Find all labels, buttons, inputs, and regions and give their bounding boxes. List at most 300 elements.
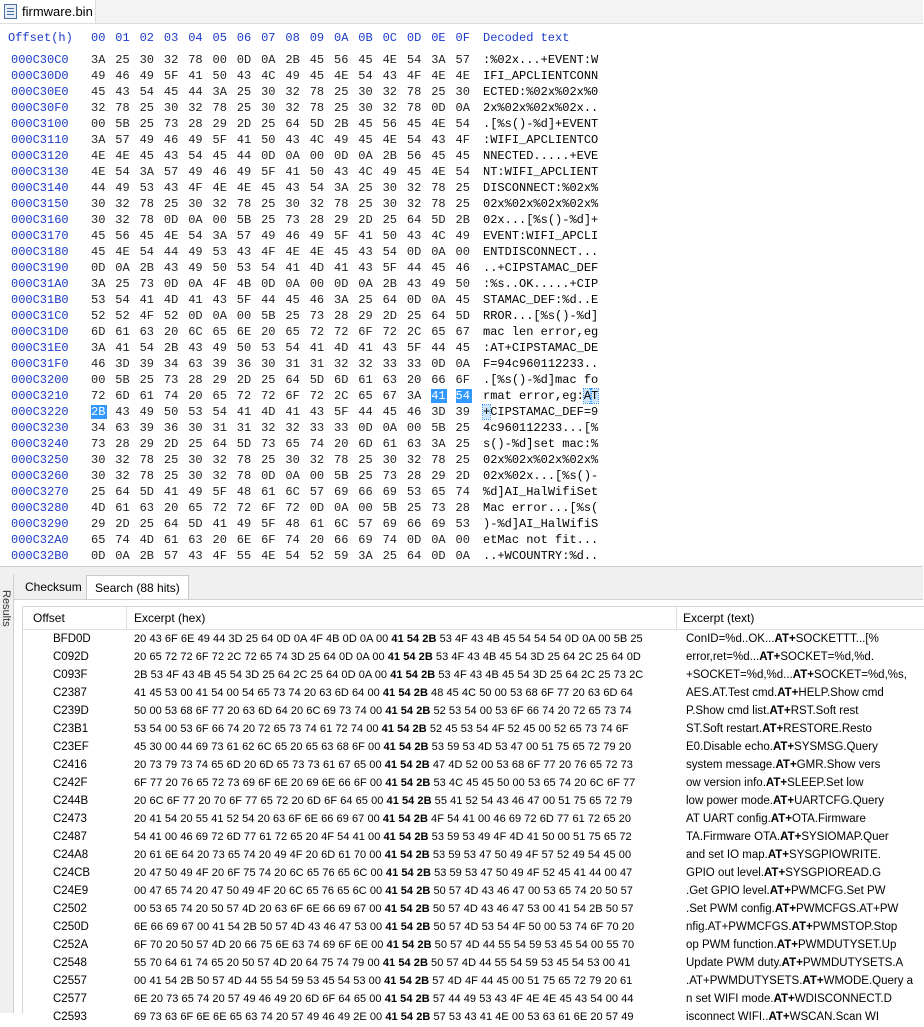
hex-byte[interactable]: 32	[212, 197, 227, 211]
hex-byte[interactable]: 32	[163, 53, 179, 67]
hex-byte[interactable]: 41	[139, 293, 154, 307]
hex-byte[interactable]: 4E	[91, 149, 106, 163]
hex-byte[interactable]: 74	[285, 533, 300, 547]
hex-byte[interactable]: 25	[455, 421, 470, 435]
hex-row[interactable]	[0, 101, 923, 117]
hex-byte[interactable]: 4F	[212, 277, 227, 291]
hex-byte[interactable]: 5F	[334, 405, 349, 419]
hex-byte[interactable]: 45	[91, 85, 106, 99]
hex-byte[interactable]: 6C	[334, 517, 349, 531]
hex-byte[interactable]: 5B	[261, 309, 276, 323]
result-row[interactable]	[23, 973, 924, 991]
hex-byte[interactable]: 50	[382, 229, 397, 243]
hex-byte[interactable]: 4E	[334, 69, 349, 83]
decoded-text[interactable]: Mac error...[%s(	[483, 501, 599, 515]
result-row[interactable]	[23, 649, 924, 667]
hex-byte[interactable]: 4E	[455, 69, 470, 83]
hex-byte[interactable]: 25	[163, 469, 179, 483]
hex-byte[interactable]: 49	[236, 517, 252, 531]
hex-byte[interactable]: 28	[188, 117, 203, 131]
hex-byte[interactable]: 0D	[431, 357, 446, 371]
hex-byte[interactable]: 67	[382, 389, 397, 403]
hex-byte[interactable]: 41	[285, 405, 300, 419]
hex-byte[interactable]: 63	[115, 421, 130, 435]
hex-byte[interactable]: 54	[406, 53, 422, 67]
hex-byte[interactable]: 25	[261, 117, 276, 131]
hex-byte[interactable]: 4F	[261, 245, 276, 259]
hex-byte[interactable]: 25	[455, 437, 470, 451]
hex-byte[interactable]: 44	[358, 405, 373, 419]
hex-byte[interactable]: 65	[91, 533, 106, 547]
hex-byte[interactable]: 2D	[236, 117, 252, 131]
hex-byte[interactable]: 43	[358, 261, 373, 275]
hex-byte[interactable]: 50	[212, 69, 227, 83]
hex-byte[interactable]: 78	[334, 453, 349, 467]
hex-byte[interactable]: 32	[382, 101, 397, 115]
result-row[interactable]	[23, 829, 924, 847]
hex-byte[interactable]: 0A	[261, 53, 276, 67]
hex-byte[interactable]: 54	[285, 341, 300, 355]
hex-byte[interactable]: 4E	[309, 245, 325, 259]
hex-byte[interactable]: 5D	[309, 117, 325, 131]
hex-byte[interactable]: 32	[309, 197, 325, 211]
hex-byte[interactable]: 53	[188, 405, 203, 419]
hex-byte[interactable]: 29	[212, 373, 227, 387]
hex-byte[interactable]: 43	[236, 69, 252, 83]
hex-byte[interactable]: 49	[188, 245, 203, 259]
hex-byte[interactable]: 2D	[358, 213, 373, 227]
hex-byte[interactable]: 45	[334, 245, 349, 259]
hex-byte[interactable]: 66	[431, 373, 446, 387]
hex-byte[interactable]: 32	[285, 421, 300, 435]
hex-byte[interactable]: 5F	[212, 133, 227, 147]
hex-byte[interactable]: 46	[212, 165, 227, 179]
hex-byte[interactable]: 41	[236, 133, 252, 147]
hex-byte[interactable]: 53	[91, 293, 106, 307]
hex-byte[interactable]: 61	[358, 373, 373, 387]
hex-byte[interactable]: 43	[406, 229, 422, 243]
hex-byte[interactable]: 0A	[431, 293, 446, 307]
hex-row[interactable]	[0, 405, 923, 421]
hex-byte[interactable]: 73	[309, 309, 325, 323]
result-row[interactable]	[23, 865, 924, 883]
hex-editor-view[interactable]	[0, 24, 923, 565]
decoded-text[interactable]: NT:WIFI_APCLIENT	[483, 165, 599, 179]
hex-byte[interactable]: 00	[309, 149, 325, 163]
hex-byte[interactable]: 61	[139, 389, 154, 403]
hex-byte[interactable]: 0A	[212, 309, 227, 323]
hex-row[interactable]	[0, 309, 923, 325]
hex-byte[interactable]: 2C	[406, 325, 422, 339]
hex-byte[interactable]: 74	[163, 389, 179, 403]
hex-byte[interactable]: 4E	[91, 165, 106, 179]
hex-row[interactable]	[0, 357, 923, 373]
hex-byte[interactable]: 44	[431, 341, 446, 355]
hex-byte[interactable]: 0A	[382, 421, 397, 435]
decoded-text[interactable]: mac len error,eg	[483, 325, 599, 339]
hex-byte[interactable]: 57	[163, 549, 179, 563]
hex-byte[interactable]: 4D	[91, 501, 106, 515]
hex-byte[interactable]: 0D	[188, 309, 203, 323]
hex-byte[interactable]: 45	[406, 117, 422, 131]
hex-byte[interactable]: 41	[236, 405, 252, 419]
hex-byte[interactable]: 54	[455, 165, 470, 179]
result-row[interactable]	[23, 703, 924, 721]
hex-byte[interactable]: 30	[163, 101, 179, 115]
hex-byte[interactable]: 0A	[358, 277, 373, 291]
hex-byte[interactable]: 30	[358, 101, 373, 115]
hex-byte[interactable]: 0A	[455, 549, 470, 563]
decoded-text[interactable]: 02x%02x%02x%02x%	[483, 453, 599, 467]
hex-byte[interactable]: 3A	[91, 133, 106, 147]
hex-byte[interactable]: 50	[309, 165, 325, 179]
hex-byte[interactable]: 2D	[455, 469, 470, 483]
hex-byte[interactable]: 25	[163, 453, 179, 467]
hex-byte[interactable]: 64	[285, 373, 300, 387]
hex-byte[interactable]: 28	[334, 309, 349, 323]
hex-byte[interactable]: 4C	[261, 69, 276, 83]
hex-byte[interactable]: 65	[431, 325, 446, 339]
hex-byte[interactable]: 69	[334, 485, 349, 499]
hex-byte[interactable]: 78	[406, 101, 422, 115]
hex-byte[interactable]: 54	[285, 549, 300, 563]
hex-byte[interactable]: 54	[382, 245, 397, 259]
hex-byte[interactable]: 5F	[261, 517, 276, 531]
hex-byte[interactable]: 45	[139, 229, 154, 243]
hex-byte[interactable]: 54	[406, 133, 422, 147]
hex-byte[interactable]: 0D	[236, 53, 252, 67]
hex-byte[interactable]: 0D	[358, 421, 373, 435]
hex-byte[interactable]: 3A	[334, 293, 349, 307]
hex-byte[interactable]: 3A	[91, 341, 106, 355]
hex-byte[interactable]: 0D	[334, 277, 349, 291]
decoded-text[interactable]: )-%d]AI_HalWifiS	[483, 517, 599, 531]
hex-byte[interactable]: 32	[358, 357, 373, 371]
hex-byte[interactable]: 64	[212, 437, 227, 451]
hex-byte[interactable]: 54	[139, 245, 154, 259]
hex-byte[interactable]: 20	[212, 533, 227, 547]
hex-byte[interactable]: 49	[261, 229, 276, 243]
hex-byte[interactable]: 4E	[212, 181, 227, 195]
hex-byte[interactable]: 53	[455, 517, 470, 531]
hex-byte[interactable]: 00	[455, 533, 470, 547]
hex-byte[interactable]: 0D	[309, 501, 325, 515]
hex-byte[interactable]: 46	[406, 405, 422, 419]
hex-byte[interactable]: 3D	[431, 405, 446, 419]
result-row[interactable]	[23, 757, 924, 775]
hex-byte[interactable]: 44	[236, 149, 252, 163]
result-row[interactable]	[23, 1009, 924, 1027]
hex-byte[interactable]: 32	[382, 85, 397, 99]
hex-byte[interactable]: 32	[212, 469, 227, 483]
hex-byte[interactable]: 59	[334, 549, 349, 563]
hex-byte[interactable]: 25	[334, 101, 349, 115]
hex-byte[interactable]: 45	[431, 261, 446, 275]
hex-byte[interactable]: 0A	[334, 501, 349, 515]
hex-byte[interactable]: 65	[285, 437, 300, 451]
hex-byte[interactable]: 49	[188, 261, 203, 275]
hex-byte[interactable]: 0A	[431, 245, 446, 259]
hex-row[interactable]	[0, 549, 923, 565]
hex-byte[interactable]: 30	[91, 469, 106, 483]
hex-byte[interactable]: 56	[406, 149, 422, 163]
hex-byte[interactable]: 5B	[382, 501, 397, 515]
hex-byte[interactable]: 30	[285, 197, 300, 211]
hex-byte[interactable]: 43	[406, 277, 422, 291]
hex-byte[interactable]: 0D	[431, 549, 446, 563]
hex-byte[interactable]: 30	[261, 357, 276, 371]
hex-byte[interactable]: 49	[334, 133, 349, 147]
decoded-text[interactable]: ECTED:%02x%02x%0	[483, 85, 599, 99]
hex-byte[interactable]: 32	[309, 453, 325, 467]
hex-byte[interactable]: 6F	[455, 373, 470, 387]
hex-byte[interactable]: 5D	[431, 213, 446, 227]
hex-byte[interactable]: 78	[236, 197, 252, 211]
hex-byte[interactable]: 25	[115, 53, 130, 67]
hex-byte[interactable]: 4E	[431, 69, 446, 83]
hex-byte[interactable]: 30	[358, 85, 373, 99]
hex-byte[interactable]: 78	[139, 213, 154, 227]
hex-byte[interactable]: 45	[431, 149, 446, 163]
hex-byte[interactable]: 41	[188, 293, 203, 307]
hex-byte[interactable]: 73	[163, 373, 179, 387]
hex-row[interactable]	[0, 213, 923, 229]
hex-byte[interactable]: 73	[163, 117, 179, 131]
hex-byte[interactable]: 78	[139, 197, 154, 211]
hex-row[interactable]	[0, 533, 923, 549]
hex-byte[interactable]: 2B	[382, 277, 397, 291]
decoded-text[interactable]: 02x...[%s()-%d]+	[483, 213, 599, 227]
hex-byte[interactable]: 64	[382, 293, 397, 307]
hex-byte[interactable]: 49	[139, 133, 154, 147]
hex-byte[interactable]: 00	[406, 421, 422, 435]
hex-byte[interactable]: 64	[285, 117, 300, 131]
hex-row[interactable]	[0, 229, 923, 245]
hex-byte[interactable]: 78	[236, 453, 252, 467]
hex-byte[interactable]: 49	[455, 229, 470, 243]
hex-byte[interactable]: 25	[358, 293, 373, 307]
hex-byte[interactable]: 25	[406, 309, 422, 323]
hex-byte[interactable]: 0A	[358, 149, 373, 163]
hex-byte[interactable]: 29	[431, 469, 446, 483]
result-row[interactable]	[23, 883, 924, 901]
hex-byte[interactable]: 3A	[358, 549, 373, 563]
hex-byte[interactable]: 41	[309, 341, 325, 355]
hex-byte[interactable]: 00	[91, 117, 106, 131]
hex-byte[interactable]: 56	[334, 53, 349, 67]
hex-byte[interactable]: 54	[358, 69, 373, 83]
hex-byte[interactable]: 00	[91, 373, 106, 387]
hex-byte[interactable]: 2B	[139, 261, 154, 275]
hex-byte[interactable]: 43	[334, 165, 349, 179]
hex-byte[interactable]: 78	[431, 453, 446, 467]
hex-byte[interactable]: 45	[358, 117, 373, 131]
hex-byte[interactable]: 3A	[212, 229, 227, 243]
hex-byte[interactable]: 4D	[334, 341, 349, 355]
hex-byte[interactable]: 44	[261, 293, 276, 307]
hex-byte[interactable]: 4F	[455, 133, 470, 147]
hex-byte[interactable]: 0D	[163, 213, 179, 227]
hex-byte[interactable]: 36	[163, 421, 179, 435]
hex-byte[interactable]: 45	[358, 133, 373, 147]
hex-byte[interactable]: 20	[163, 501, 179, 515]
hex-byte[interactable]: 0A	[285, 277, 300, 291]
hex-byte[interactable]: 2B	[334, 117, 349, 131]
hex-byte[interactable]: 3A	[431, 437, 446, 451]
hex-byte[interactable]: 49	[212, 341, 227, 355]
hex-byte[interactable]: 00	[309, 469, 325, 483]
hex-byte[interactable]: 54	[455, 117, 470, 131]
hex-byte[interactable]: 72	[309, 325, 325, 339]
hex-byte[interactable]: 00	[212, 53, 227, 67]
hex-byte[interactable]: 66	[358, 485, 373, 499]
hex-byte[interactable]: 00	[236, 309, 252, 323]
hex-byte[interactable]: 41	[334, 261, 349, 275]
hex-byte[interactable]: 5B	[431, 421, 446, 435]
hex-byte[interactable]: 30	[382, 197, 397, 211]
hex-byte[interactable]: 61	[382, 437, 397, 451]
hex-byte[interactable]: 64	[163, 517, 179, 531]
hex-byte[interactable]: 3A	[91, 277, 106, 291]
hex-byte[interactable]: 4E	[115, 245, 130, 259]
hex-row[interactable]	[0, 485, 923, 501]
hex-byte[interactable]: 74	[382, 533, 397, 547]
hex-byte[interactable]: 30	[188, 421, 203, 435]
hex-byte[interactable]: 63	[188, 357, 203, 371]
hex-byte[interactable]: 65	[358, 389, 373, 403]
hex-row[interactable]	[0, 245, 923, 261]
hex-byte[interactable]: 25	[406, 501, 422, 515]
hex-byte[interactable]: 45	[261, 181, 276, 195]
hex-row[interactable]	[0, 501, 923, 517]
hex-byte[interactable]: 3A	[334, 181, 349, 195]
hex-byte[interactable]: 49	[139, 405, 154, 419]
hex-byte[interactable]: 54	[212, 405, 227, 419]
hex-byte[interactable]: 72	[91, 389, 106, 403]
hex-byte[interactable]: 54	[188, 149, 203, 163]
hex-byte[interactable]: 46	[163, 133, 179, 147]
hex-byte[interactable]: 57	[309, 485, 325, 499]
hex-byte[interactable]: 64	[406, 549, 422, 563]
hex-byte[interactable]: 4B	[236, 277, 252, 291]
hex-byte[interactable]: 5B	[115, 373, 130, 387]
hex-byte[interactable]: 39	[139, 357, 154, 371]
hex-byte[interactable]: 57	[115, 133, 130, 147]
hex-byte[interactable]: 52	[115, 309, 130, 323]
hex-byte[interactable]: 25	[285, 309, 300, 323]
hex-byte[interactable]: 57	[358, 517, 373, 531]
hex-byte[interactable]: 25	[261, 373, 276, 387]
hex-byte[interactable]: 54	[309, 181, 325, 195]
hex-byte[interactable]: 3A	[431, 53, 446, 67]
hex-byte[interactable]: 2B	[382, 149, 397, 163]
decoded-text[interactable]: EVENT:WIFI_APCLI	[483, 229, 599, 243]
hex-row[interactable]	[0, 293, 923, 309]
hex-byte[interactable]: 72	[261, 389, 276, 403]
hex-byte[interactable]: 4E	[382, 53, 397, 67]
hex-byte[interactable]: 6E	[236, 533, 252, 547]
hex-byte[interactable]: 0D	[406, 533, 422, 547]
hex-byte[interactable]: 0D	[91, 549, 106, 563]
hex-byte[interactable]: 25	[358, 469, 373, 483]
hex-byte[interactable]: 41	[285, 165, 300, 179]
hex-byte[interactable]: 43	[188, 341, 203, 355]
hex-byte[interactable]: 29	[91, 517, 106, 531]
results-side-tab[interactable]	[0, 574, 14, 1013]
hex-byte[interactable]: 5D	[455, 309, 470, 323]
hex-row[interactable]	[0, 437, 923, 453]
hex-byte[interactable]: 43	[163, 181, 179, 195]
hex-byte[interactable]: 4E	[431, 165, 446, 179]
hex-byte[interactable]: 25	[261, 213, 276, 227]
hex-byte[interactable]: 45	[455, 149, 470, 163]
hex-byte[interactable]: 25	[188, 437, 203, 451]
hex-byte[interactable]: 29	[334, 213, 349, 227]
hex-byte[interactable]: 25	[236, 85, 252, 99]
hex-byte[interactable]: 2B	[455, 213, 470, 227]
hex-byte[interactable]: 0D	[334, 149, 349, 163]
hex-byte[interactable]: 5F	[163, 69, 179, 83]
hex-byte[interactable]: 52	[309, 549, 325, 563]
hex-byte[interactable]: 4F	[188, 181, 203, 195]
hex-byte[interactable]: 63	[188, 533, 203, 547]
hex-byte[interactable]: 30	[261, 101, 276, 115]
hex-byte[interactable]: 5B	[115, 117, 130, 131]
decoded-text[interactable]: ENTDISCONNECT...	[483, 245, 599, 259]
hex-byte[interactable]: 00	[212, 213, 227, 227]
hex-byte[interactable]: 20	[163, 325, 179, 339]
hex-byte[interactable]: 5F	[334, 229, 349, 243]
hex-byte[interactable]: 72	[309, 389, 325, 403]
hex-byte[interactable]: 3A	[212, 85, 227, 99]
hex-byte[interactable]: 72	[236, 501, 252, 515]
hex-row[interactable]	[0, 517, 923, 533]
hex-byte[interactable]: 41	[285, 261, 300, 275]
hex-row[interactable]	[0, 53, 923, 69]
hex-byte[interactable]: 0A	[455, 357, 470, 371]
hex-row[interactable]	[0, 373, 923, 389]
hex-row[interactable]	[0, 325, 923, 341]
hex-byte[interactable]: 32	[91, 101, 106, 115]
hex-byte[interactable]: 0D	[91, 261, 106, 275]
hex-byte[interactable]: 30	[285, 453, 300, 467]
result-row[interactable]	[23, 991, 924, 1009]
hex-byte[interactable]: 54	[139, 341, 154, 355]
hex-byte[interactable]: 30	[188, 197, 203, 211]
hex-byte[interactable]: 41	[212, 517, 227, 531]
hex-byte[interactable]: 5D	[309, 373, 325, 387]
hex-byte[interactable]: 39	[212, 357, 227, 371]
hex-byte[interactable]: 31	[285, 357, 300, 371]
decoded-text[interactable]: IFI_APCLIENTCONN	[483, 69, 599, 83]
hex-byte[interactable]: 41	[358, 341, 373, 355]
hex-byte[interactable]: 25	[358, 453, 373, 467]
hex-byte[interactable]: 3A	[91, 53, 106, 67]
hex-row[interactable]	[0, 197, 923, 213]
file-tab[interactable]	[0, 0, 96, 23]
hex-byte[interactable]: 6F	[261, 533, 276, 547]
hex-byte[interactable]: 33	[309, 421, 325, 435]
hex-row[interactable]	[0, 85, 923, 101]
hex-byte[interactable]: 00	[309, 277, 325, 291]
hex-row[interactable]	[0, 341, 923, 357]
result-row[interactable]	[23, 775, 924, 793]
hex-byte[interactable]: 3D	[115, 357, 130, 371]
hex-byte[interactable]: 4C	[309, 133, 325, 147]
hex-byte[interactable]: 20	[188, 389, 203, 403]
hex-byte[interactable]: 32	[115, 213, 130, 227]
hex-byte[interactable]: 78	[431, 197, 446, 211]
